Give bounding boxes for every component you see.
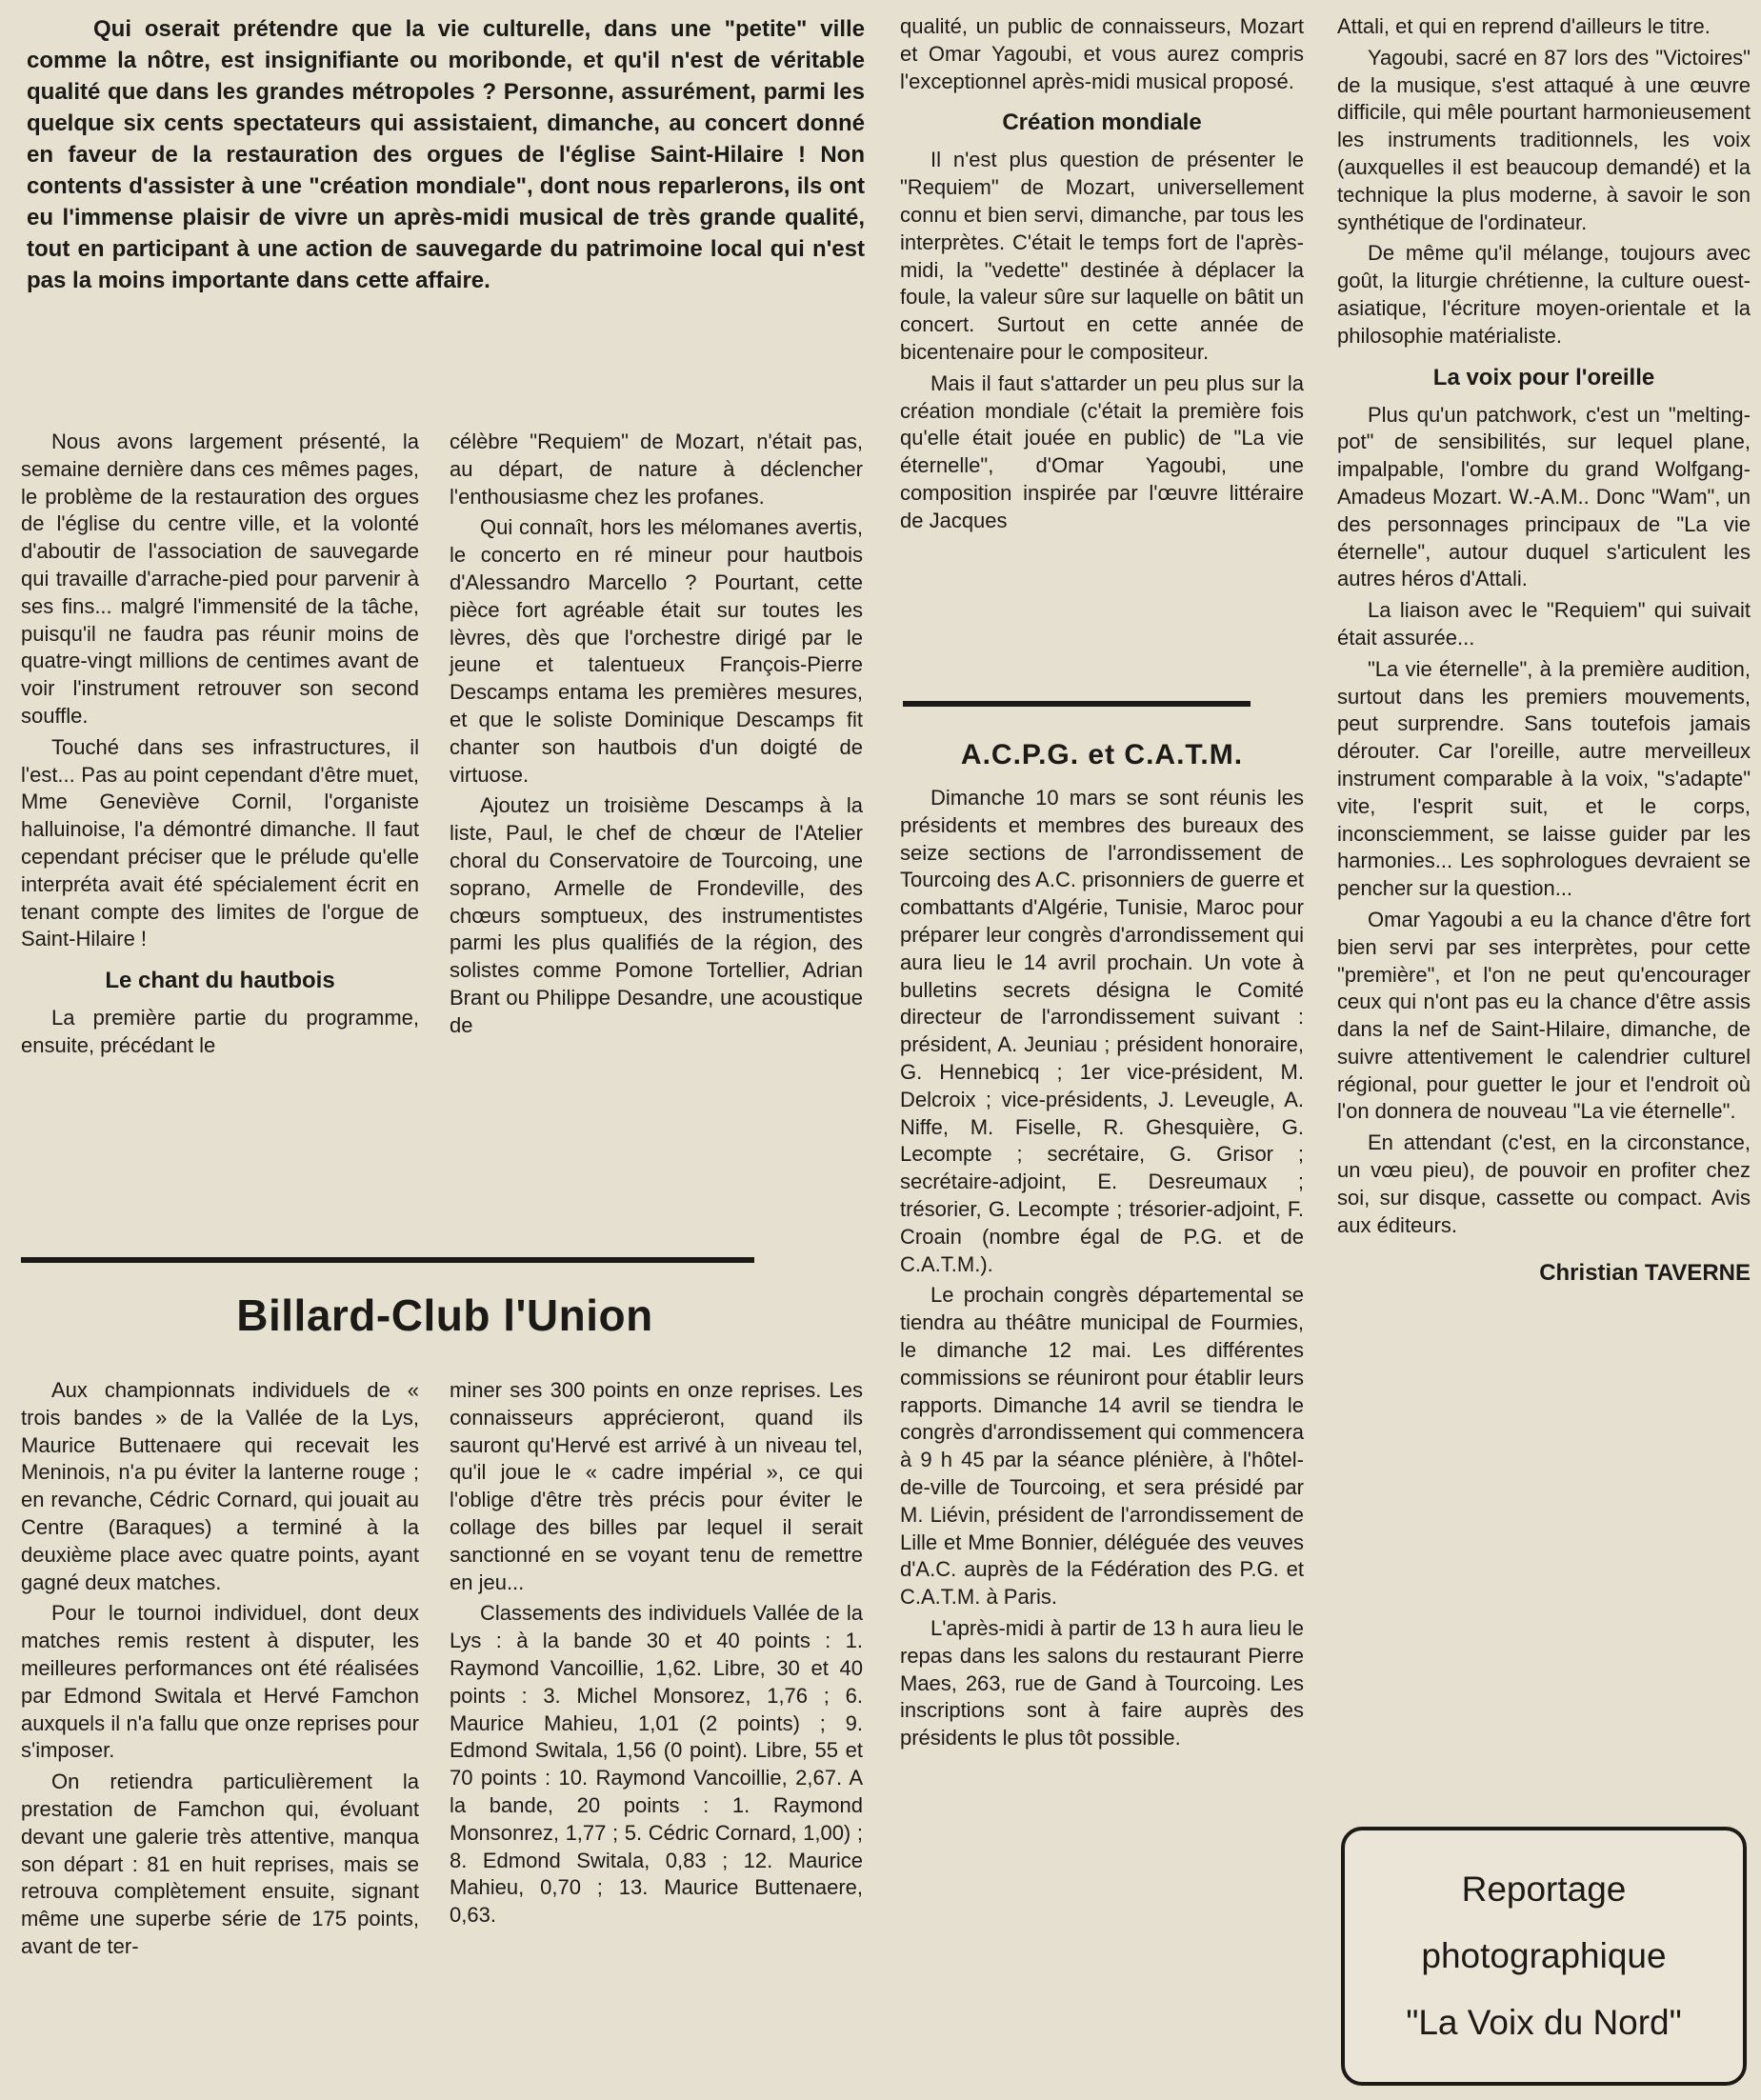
acpg-title: A.C.P.G. et C.A.T.M. [960, 739, 1244, 770]
billard-column-1 [21, 1377, 419, 1965]
concert-column-4 [1337, 13, 1751, 1287]
concert-paragraph: En attendant (c'est, en la circonstance, un vœu pieu), de pouvoir en profiter chez soi, sur disque, cassette ou compact. Avis aux éditeurs. [1337, 1130, 1751, 1237]
divider-billard [21, 1257, 754, 1263]
acpg-paragraph: Dimanche 10 mars se sont réunis les présidents et membres des bureaux des seize sections de l'arrondissement de Tourcoing des A.C. prisonniers de guerre et combattants d'Algérie, Tunisie, Maroc pour préparer leur congrès d'arrondissement qui aura lieu le 14 avril prochain. Un vote à bulletins secrets désigna le Comité directeur de l'arrondissement suivant : président, A. Jeuniau ; président honoraire, G. Hennebicq ; 1er vice-président, M. Delcroix ; vice-présidents, J. Leveugle, A. Niffe, M. Fiselle, R. Ghesquière, G. Lecompte ; secrétaire, G. Grisor ; secrétaire-adjoint, E. Desreumaux ; trésorier, G. Lecompte ; trésorier-adjoint, F. Croain (nombre égal de P.G. et de C.A.T.M.). [900, 786, 1304, 1276]
billard-paragraph: Aux championnats individuels de « trois bandes » de la Vallée de la Lys, Maurice Buttenaere qui recevait les Meninois, n'a pu éviter la lanterne rouge ; en revanche, Cédric Cornard, qui jouait au Centre (Baraques) a terminé à la deuxième place avec quatre points, ayant gagné deux matches. [21, 1378, 419, 1594]
concert-paragraph: Plus qu'un patchwork, c'est un "melting-pot" de sensibilités, sur lequel plane, impalpable, l'ombre du grand Wolfgang-Amadeus Mozart. W.-A.M.. Donc "Wam", un des personnages principaux de "La vie éternelle", autour duquel s'articulent les autres héros d'Attali. [1337, 402, 1751, 591]
billard-column-2 [450, 1377, 863, 1933]
billard-paragraph: Pour le tournoi individuel, dont deux matches remis restent à disputer, les meilleures performances ont été réalisées par Edmond Switala et Hervé Famchon auxquels il n'a fallu que onze reprises pour s'imposer. [21, 1601, 419, 1763]
concert-paragraph: La liaison avec le "Requiem" qui suivait était assurée... [1337, 598, 1751, 650]
lead-paragraph: Qui oserait prétendre que la vie culturelle, dans une "petite" ville comme la nôtre, est insignifiante ou moribonde, et qu'il n'est de véritable qualité que dans les grandes métropoles ? Personne, assurément, parmi les quelque six cents spectateurs qui assistaient, dimanche, au concert donné en faveur de la restauration des orgues de l'église Saint-Hilaire ! Non contents d'assister à une "création mondiale", dont nous reparlerons, ils ont eu l'immense plaisir de vivre un après-midi musical de très grande qualité, tout en participant à une action de sauvegarde du patrimoine local qui n'est pas la moins importante dans cette affaire. [27, 16, 865, 293]
divider-acpg [903, 701, 1251, 707]
billard-paragraph: On retiendra particulièrement la prestation de Famchon qui, évoluant devant une galerie très attentive, manqua son départ : 81 en huit reprises, mais se retrouva complètement ensuite, signant même une superbe série de 175 points, avant de ter- [21, 1770, 419, 1958]
concert-paragraph: Nous avons largement présenté, la semaine dernière dans ces mêmes pages, le problème de la restauration des orgues de l'église du centre ville, et la volonté d'aboutir de l'association de sauvegarde qui travaille d'arrache-pied pour parvenir à ses fins... malgré l'immensité de la tâche, puisqu'il ne faudra pas réunir moins de quatre-vingt millions de centimes avant de voir l'instrument retrouver son second souffle. [21, 430, 419, 728]
concert-paragraph: Il n'est plus question de présenter le "Requiem" de Mozart, universellement connu et bien servi, dimanche, par tous les interprètes. C'était le temps fort de l'après-midi, la "vedette" destinée à déplacer la foule, la valeur sûre sur laquelle on bâtit un concert. Surtout en cette année de bicentenaire pour le compositeur. [900, 148, 1304, 364]
subhead-voix: La voix pour l'oreille [1432, 364, 1655, 390]
concert-column-3 [900, 13, 1304, 539]
billard-paragraph: miner ses 300 points en onze reprises. Les connaisseurs apprécieront, quand ils sauront qu'Hervé est arrivé à un niveau tel, qu'il joue le « cadre impérial », ce qui l'oblige d'être très précis pour éviter le collage des billes par lequel il serait sanctionné en se voyant tenu de remettre en jeu... [450, 1378, 863, 1594]
concert-paragraph: Yagoubi, sacré en 87 lors des "Victoires" de la musique, s'est attaqué à une œuvre difficile, qui mêle pourtant harmonieusement les instruments traditionnels, les voix (auxquelles il est beaucoup demandé) et la technique la plus moderne, à savoir le son synthétique de l'ordinateur. [1337, 45, 1751, 234]
subhead-hautbois: Le chant du hautbois [105, 968, 335, 994]
concert-paragraph: La première partie du programme, ensuite, précédant le [21, 1006, 419, 1057]
lead-paragraph-block [27, 13, 865, 296]
billard-title: Billard-Club l'Union [236, 1290, 653, 1340]
box-line-2: photographique [1421, 1936, 1667, 1975]
concert-paragraph: Ajoutez un troisième Descamps à la liste, Paul, le chef de chœur de l'Atelier choral du Conservatoire de Tourcoing, une soprano, Armelle de Frondeville, des chœurs somptueux, des instrumentistes parmi les plus qualifiés de la région, des solistes comme Pomone Tortellier, Adrian Brant ou Philippe Desandre, une acoustique de [450, 793, 863, 1037]
box-line-1: Reportage [1461, 1870, 1627, 1909]
concert-paragraph: Attali, et qui en reprend d'ailleurs le titre. [1337, 14, 1711, 38]
concert-paragraph: Mais il faut s'attarder un peu plus sur la création mondiale (c'était la première fois qu'elle était jouée en public) de "La vie éternelle", d'Omar Yagoubi, une composition inspirée par l'œuvre littéraire de Jacques [900, 370, 1304, 532]
concert-paragraph: Touché dans ses infrastructures, il l'est... Pas au point cependant d'être muet, Mme Geneviève Cornil, l'organiste halluinoise, l'a démontré dimanche. Il faut cependant préciser que le prélude qu'elle interpréta avait été spécialement écrit en tenant compte des limites de l'orgue de Saint-Hilaire ! [21, 734, 419, 951]
concert-column-1 [21, 429, 419, 1064]
acpg-article [900, 733, 1304, 1756]
concert-paragraph: "La vie éternelle", à la première audition, surtout dans les premiers mouvements, peut surprendre. Sans toutefois jamais dérouter. Car l'oreille, autre merveilleux instrument comparable à la voix, "s'adapte" vite, l'esprit suit, et le corps, inconsciemment, se laisse guider par les harmonies... Les sophrologues devraient se pencher sur la question... [1337, 656, 1751, 901]
concert-paragraph: De même qu'il mélange, toujours avec goût, la liturgie chrétienne, la culture ouest-asiatique, l'écriture moyen-orientale et la philosophie matérialiste. [1337, 241, 1751, 348]
acpg-paragraph: Le prochain congrès départemental se tiendra au théâtre municipal de Fourmies, le dimanche 12 mai. Les différentes commissions se réuniront pour établir leurs rapports. Dimanche 14 avril se tiendra le congrès d'arrondissement qui commencera à 9 h 45 par la séance plénière, à l'hôtel-de-ville de Tourcoing, et sera présidé par M. Liévin, président de l'arrondissement de Lille et Mme Bonnier, déléguée des veuves d'A.C. auprès de la Fédération des P.G. et C.A.T.M. à Paris. [900, 1283, 1304, 1610]
concert-paragraph: qualité, un public de connaisseurs, Mozart et Omar Yagoubi, et vous aurez compris l'exceptionnel après-midi musical proposé. [900, 14, 1304, 93]
concert-paragraph: célèbre "Requiem" de Mozart, n'était pas, au départ, de nature à déclencher l'enthousiasme chez les profanes. [450, 430, 863, 509]
subhead-creation: Création mondiale [1002, 110, 1202, 136]
concert-column-2 [450, 429, 863, 1044]
photo-report-box [1341, 1827, 1747, 2086]
billard-paragraph: Classements des individuels Vallée de la Lys : à la bande 30 et 40 points : 1. Raymond Vancoillie, 1,62. Libre, 30 et 40 points : 3. Michel Monsorez, 1,76 ; 6. Maurice Mahieu, 1,01 (2 points) ; 9. Edmond Switala, 1,56 (0 point). Libre, 55 et 70 points : 10. Raymond Vancoillie, 2,67. A la bande, 20 points : 1. Raymond Monsonrez, 1,77 ; 5. Cédric Cornard, 1,00) ; 8. Edmond Switala, 0,83 ; 12. Maurice Mahieu, 0,70 ; 13. Maurice Buttenaere, 0,63. [450, 1601, 863, 1928]
concert-paragraph: Omar Yagoubi a eu la chance d'être fort bien servi par ses interprètes, pour cette "première", et l'on ne peut qu'encourager ceux qui n'ont pas eu la chance d'être assis dans la nef de Saint-Hilaire, dimanche, de suivre attentivement le calendrier culturel régional, pour guetter le jour et l'endroit où l'on donnera de nouveau "La vie éternelle". [1337, 907, 1751, 1124]
signature: Christian TAVERNE [1539, 1260, 1751, 1287]
acpg-paragraph: L'après-midi à partir de 13 h aura lieu le repas dans les salons du restaurant Pierre Maes, 263, rue de Gand à Tourcoing. Les inscriptions sont à faire auprès des présidents le plus tôt possible. [900, 1615, 1304, 1750]
concert-paragraph: Qui connaît, hors les mélomanes avertis, le concerto en ré mineur pour hautbois d'Alessandro Marcello ? Pourtant, cette pièce fort agréable était sur toutes les lèvres, dès que l'orchestre dirigé par le jeune et talentueux François-Pierre Descamps entama les premières mesures, et que le soliste Dominique Descamps fit chanter son hautbois d'un doigté de virtuose. [450, 515, 863, 787]
box-line-3: "La Voix du Nord" [1406, 2003, 1682, 2042]
